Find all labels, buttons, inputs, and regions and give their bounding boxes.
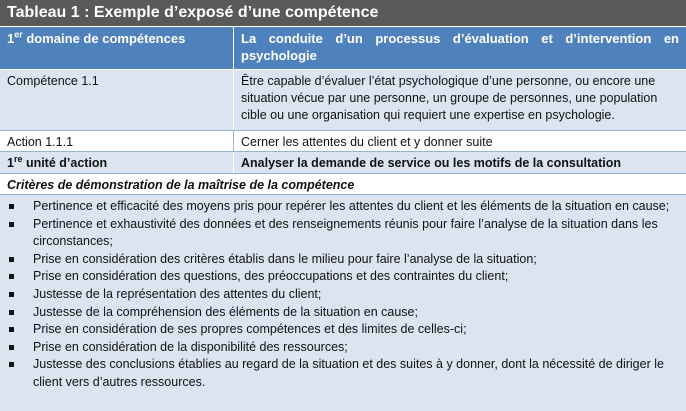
square-bullet-icon <box>9 292 14 297</box>
square-bullet-icon <box>9 362 14 367</box>
square-bullet-icon <box>9 204 14 209</box>
unit-sup: re <box>13 153 23 164</box>
criterion-item <box>7 198 678 216</box>
criterion-text: Justesse des conclusions établies au regard de la situation et des suites à y donner, dont la nécessité de diriger le client vers d’autres ressources. <box>33 357 664 389</box>
action-label: Action 1.1.1 <box>7 135 74 149</box>
square-bullet-icon <box>9 327 14 332</box>
unit-text: Analyser la demande de service ou les motifs de la consultation <box>241 156 621 170</box>
criterion-text: Pertinence et exhaustivité des données et des renseignements réunis pour faire l’analyse de la situation dans les circonstances; <box>33 216 658 249</box>
header-domain-cell <box>0 27 233 69</box>
square-bullet-icon <box>9 345 14 350</box>
competence-row <box>0 70 686 130</box>
criterion-text: Justesse de la compréhension des éléments de la situation en cause; <box>33 304 418 319</box>
square-bullet-icon <box>9 274 14 279</box>
criterion-text: Pertinence et efficacité des moyens pris pour repérer les attentes du client et les éléments de la situation en cause; <box>33 199 670 213</box>
criterion-item <box>7 356 678 391</box>
criteria-title: Critères de démonstration de la maîtrise de la compétence <box>7 178 355 192</box>
square-bullet-icon <box>9 257 14 262</box>
criteria-title-row <box>0 174 686 194</box>
criteria-list <box>0 195 686 392</box>
header-domain-number: 1 <box>7 31 15 46</box>
table-title: Tableau 1 : Exemple d’exposé d’une compétence <box>0 0 686 26</box>
table-header-row <box>0 27 686 69</box>
square-bullet-icon <box>9 310 14 315</box>
criterion-text: Prise en considération des critères établis dans le milieu pour faire l’analyse de la situation; <box>33 251 537 266</box>
unit-label <box>0 152 233 173</box>
header-domain-title: La conduite d’un processus d’évaluation et d’intervention en psychologie <box>241 31 679 63</box>
unit-row <box>0 152 686 173</box>
square-bullet-icon <box>9 222 14 227</box>
competence-label: Compétence 1.1 <box>7 74 99 88</box>
unit-number: 1 <box>7 156 14 170</box>
unit-label-text: unité d’action <box>22 156 108 170</box>
action-text: Cerner les attentes du client et y donner suite <box>241 135 493 149</box>
criterion-text: Prise en considération des questions, des préoccupations et des contraintes du client; <box>33 269 509 284</box>
criterion-item <box>7 251 678 269</box>
criterion-text: Justesse de la représentation des attentes du client; <box>33 286 322 301</box>
criterion-item <box>7 339 678 357</box>
competence-text: Être capable d’évaluer l’état psychologique d’une personne, ou encore une situation vécue par une personne, un groupe de personnes, une population cible ou une organisation qui requiert une expertise en psychologie. <box>241 74 658 122</box>
criteria-list-row <box>0 195 686 411</box>
criterion-text: Prise en considération de la disponibilité des ressources; <box>33 339 348 354</box>
header-domain-label: domaine de compétences <box>22 31 186 46</box>
criterion-item <box>7 304 678 322</box>
criterion-item <box>7 216 678 251</box>
header-domain-sup: er <box>14 29 23 40</box>
criterion-item <box>7 321 678 339</box>
criterion-item <box>7 286 678 304</box>
action-row <box>0 131 686 151</box>
criterion-text: Prise en considération de ses propres compétences et des limites de celles-ci; <box>33 322 467 337</box>
criterion-item <box>7 268 678 286</box>
